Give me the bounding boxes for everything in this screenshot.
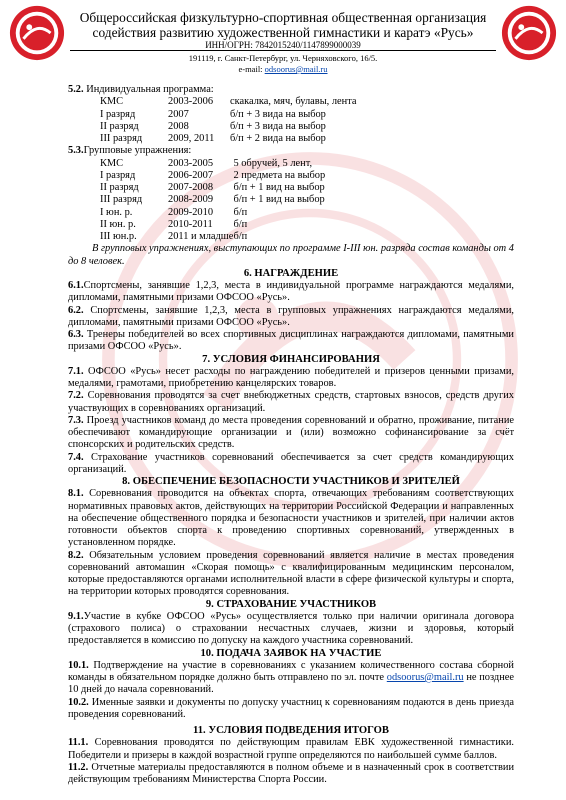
program-cell-rank: II разряд xyxy=(100,120,139,132)
item-text: Подтверждение на участие в соревнованиях с указанием количественного состава сборной команды в обязательном порядке должно быть отправлено по эл. почте xyxy=(68,659,514,683)
program-cell-rank: I разряд xyxy=(100,108,136,120)
list-item xyxy=(68,305,514,330)
item-number: 10.1. xyxy=(68,659,89,671)
program-cell-rank: КМС xyxy=(100,157,124,169)
org-name-line1: Общероссийская физкультурно-спортивная общественная организация xyxy=(79,10,487,25)
program-row xyxy=(100,219,325,231)
item-text: Спортсмены, занявшие 1,2,3, места в индивидуальной программе награждаются медалями, дипломами, памятными призами ОФСОО «Русь». xyxy=(68,280,514,304)
item-number: 7.2. xyxy=(68,390,84,402)
section-11-items xyxy=(68,737,514,786)
program-cell-prog: 2 предмета на выбор xyxy=(233,169,326,181)
item-number: 8.2. xyxy=(68,549,84,561)
item-text: Именные заявки и документы по допуску участниц к соревнованиям подаются в день приезда проведения соревнований. xyxy=(68,696,514,720)
letterhead xyxy=(70,10,496,51)
item-text: Тренеры победителей во всех спортивных дисциплинах награждаются дипломами, памятными призами ОФСОО «Русь». xyxy=(68,329,514,353)
item-10-1 xyxy=(68,660,514,697)
program-cell-years: 2006-2007 xyxy=(168,169,214,181)
list-item xyxy=(68,390,514,415)
program-row xyxy=(100,207,325,219)
list-item xyxy=(68,611,514,648)
program-cell-prog: б/п + 2 вида на выбор xyxy=(230,133,326,144)
item-number: 7.4. xyxy=(68,451,84,463)
program-cell-prog: скакалка, мяч, булавы, лента xyxy=(230,96,357,108)
item-text: Проезд участников команд до места проведения соревнований и обратно, проживание, питание обеспечивают командирующие организации и (или) возможно софинансирование за счёт спонсорских и родительских средств. xyxy=(68,414,514,451)
item-text: Страхование участников соревнований обеспечивается за счет средств командирующих организаций. xyxy=(68,451,514,475)
item-text: Обязательным условием проведения соревнований является наличие в местах проведения соревнований автомашин «Скорая помощь» с квалифицированным медицинским персоналом, которые предоставляются органами исполнительной власти в сфере физической культуры и спорта, на территории которых проводятся соревнования. xyxy=(68,549,514,598)
org-name-line2: содействия развитию художественной гимнастики и каратэ «Русь» xyxy=(92,25,474,40)
list-item xyxy=(68,762,514,787)
item-text: Соревнования проводятся за счет внебюджетных средств, стартовых взносов, средств других участвующих в соревнованиях организаций. xyxy=(68,390,514,414)
item-number: 8.1. xyxy=(68,488,84,500)
rus-logo-left xyxy=(8,4,66,62)
item-number: 10.2. xyxy=(68,696,89,708)
list-item xyxy=(68,366,514,391)
program-cell-prog: б/п + 3 вида на выбор xyxy=(230,120,326,132)
program-cell-years: 2011 и младше xyxy=(168,231,234,242)
program-row xyxy=(100,194,325,206)
email-link[interactable]: odsoorus@mail.ru xyxy=(264,64,328,74)
program-cell-prog: б/п + 1 вид на выбор xyxy=(233,182,325,193)
program-cell-years: 2008 xyxy=(168,120,189,132)
item-text: Соревнования проводится на объектах спорта, отвечающих требованиям соответствующих нормативных правовых актов, действующих на территории Российской Федерации и направленных на обеспечение общественного порядка и безопасности участников и зрителей, при наличии актов готовности объектов спорта к проведению спортивных соревнований, утвержденных в установленном порядке. xyxy=(68,488,514,549)
section-7-items xyxy=(68,366,514,476)
program-cell-years: 2009-2010 xyxy=(168,206,214,218)
section-6-heading: 6. НАГРАЖДЕНИЕ xyxy=(243,267,339,279)
program-cell-years: 2007-2008 xyxy=(168,182,214,193)
item-text: Спортсмены, занявшие 1,2,3, места в групповых упражнениях награждаются медалями, дипломами, памятными призами ОФСОО «Русь». xyxy=(68,304,514,328)
inn-ogrn: ИНН/ОГРН: 7842015240/1147899000039 xyxy=(205,40,361,50)
item-number: 6.3. xyxy=(68,329,84,340)
address: 191119, г. Санкт-Петербург, ул. Черняховского, 16/5. xyxy=(188,53,378,63)
list-item xyxy=(68,737,514,762)
program-cell-prog: б/п xyxy=(233,206,248,218)
program-cell-rank: III юн.р. xyxy=(100,231,137,242)
rus-logo-right xyxy=(500,4,558,62)
section-5-2-title: Индивидуальная программа: xyxy=(83,84,214,95)
program-cell-rank: II разряд xyxy=(100,182,139,193)
program-cell-prog: б/п xyxy=(233,231,248,242)
item-text: ОФСОО «Русь» несет расходы по награждению победителей и призеров ценными призами, медалями, грамотами, приобретению канцелярских товаров. xyxy=(68,365,514,389)
program-cell-prog: б/п + 1 вид на выбор xyxy=(233,194,325,206)
list-item xyxy=(68,329,514,354)
section-9-heading: 9. СТРАХОВАНИЕ УЧАСТНИКОВ xyxy=(205,598,377,610)
section-10-heading: 10. ПОДАЧА ЗАЯВОК НА УЧАСТИЕ xyxy=(200,647,382,659)
list-item xyxy=(68,280,514,305)
section-8-heading: 8. ОБЕСПЕЧЕНИЕ БЕЗОПАСНОСТИ УЧАСТНИКОВ И ЗРИТЕЛЕЙ xyxy=(122,476,460,487)
section-11-heading: 11. УСЛОВИЯ ПОДВЕДЕНИЯ ИТОГОВ xyxy=(193,725,389,736)
program-cell-years: 2003-2006 xyxy=(168,96,214,108)
program-cell-prog: б/п xyxy=(233,218,248,230)
section-8-items xyxy=(68,488,514,598)
program-cell-years: 2007 xyxy=(168,108,189,120)
item-number: 6.1. xyxy=(68,280,84,291)
item-number: 7.3. xyxy=(68,414,84,426)
email-label: e-mail: xyxy=(238,64,265,74)
item-text: Отчетные материалы предоставляются в полном объеме и в назначенный срок в соответствии действующим требованиям Министерства Спорта России. xyxy=(68,761,514,785)
item-number: 7.1. xyxy=(68,365,84,377)
section-6-items xyxy=(68,280,514,354)
list-item xyxy=(68,452,514,477)
program-cell-prog: 5 обручей, 5 лент, xyxy=(233,157,313,169)
item-number: 6.2. xyxy=(68,304,84,316)
program-cell-rank: II юн. р. xyxy=(100,218,136,230)
list-item xyxy=(68,415,514,452)
item-text: Участие в кубке ОФСОО «Русь» осуществляется только при наличии оригинала договора (страхового полиса) о страховании несчастных случаев, жизни и здоровья, который предоставляется в комиссию по допуску на каждого участника соревнований. xyxy=(68,610,514,647)
program-row xyxy=(100,158,325,170)
header-divider xyxy=(70,50,496,51)
list-item xyxy=(68,488,514,549)
program-row xyxy=(100,109,357,121)
item-text: Соревнования проводятся по действующим правилам ЕВК художественной гимнастики. Победители и призеры в каждой возрастной группе определяются по наибольшей сумме баллов. xyxy=(68,737,514,761)
program-cell-rank: III разряд xyxy=(100,194,143,206)
program-cell-prog: б/п + 3 вида на выбор xyxy=(230,108,326,120)
program-row xyxy=(100,121,357,133)
item-number: 11.2. xyxy=(68,761,89,773)
item-number: 11.1. xyxy=(68,737,89,749)
program-row xyxy=(100,231,325,243)
section-5-2-number: 5.2. xyxy=(68,84,84,95)
address-block xyxy=(70,53,496,75)
section-5-3-title: Групповые упражнения: xyxy=(83,145,192,157)
program-cell-years: 2009, 2011 xyxy=(168,133,215,144)
program-row xyxy=(100,182,325,194)
item-number: 9.1. xyxy=(68,610,84,622)
section-7-heading: 7. УСЛОВИЯ ФИНАНСИРОВАНИЯ xyxy=(202,353,380,365)
program-row xyxy=(100,96,357,108)
program-cell-rank: I юн. р. xyxy=(100,206,133,218)
group-note: В групповых упражнениях, выступающих по программе I-III юн. разряда состав команды от 4 до 8 человек. xyxy=(68,243,514,267)
group-program-table xyxy=(100,158,325,244)
program-cell-rank: КМС xyxy=(100,96,124,108)
email-link[interactable]: odsoorus@mail.ru xyxy=(386,672,464,683)
program-cell-rank: III разряд xyxy=(100,133,143,144)
list-item xyxy=(68,550,514,599)
program-row xyxy=(100,170,325,182)
program-cell-years: 2003-2005 xyxy=(168,157,214,169)
program-cell-years: 2010-2011 xyxy=(168,218,213,230)
section-5-3-number: 5.3. xyxy=(68,145,84,157)
individual-program-table xyxy=(100,96,357,145)
document-body xyxy=(68,84,514,786)
section-9-items xyxy=(68,611,514,648)
program-cell-years: 2008-2009 xyxy=(168,194,214,206)
program-row xyxy=(100,133,357,145)
email-line xyxy=(70,64,496,75)
item-10-2 xyxy=(68,697,514,722)
program-cell-rank: I разряд xyxy=(100,169,136,181)
item-text: не позднее 10 дней до начала соревнований. xyxy=(68,672,514,696)
